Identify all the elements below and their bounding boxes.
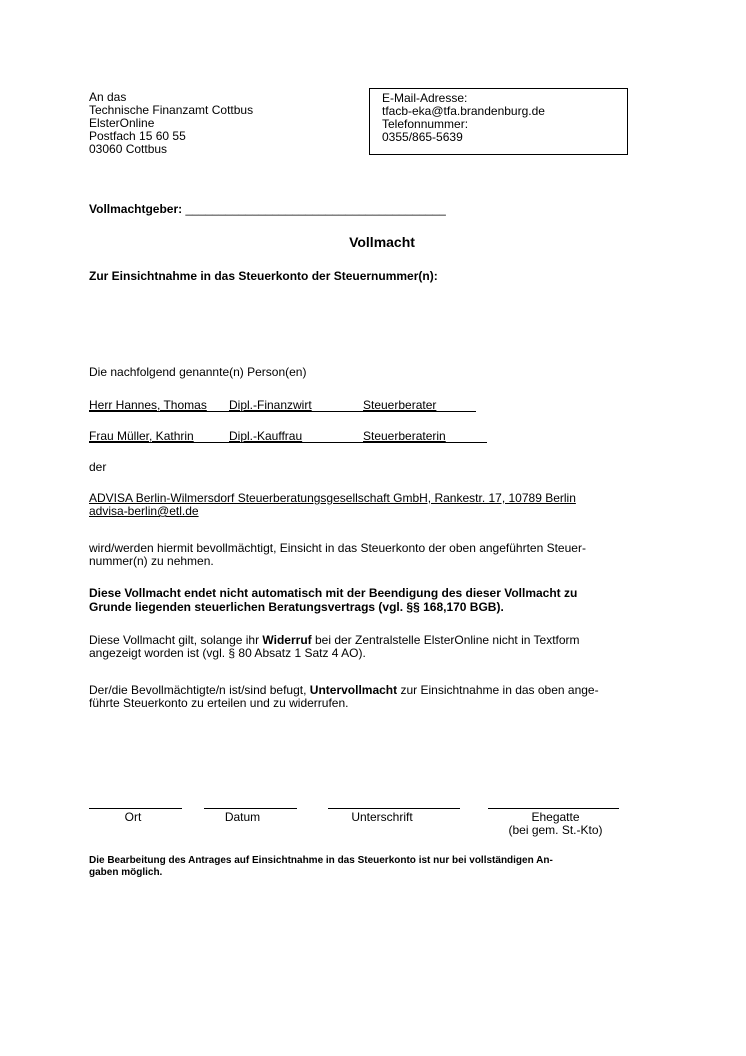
recipient-line: ElsterOnline [89, 116, 155, 130]
der-label: der [89, 460, 107, 474]
footer-note [89, 855, 553, 879]
recipient-line: Technische Finanzamt Cottbus [89, 103, 254, 117]
termination-line: Diese Vollmacht endet nicht automatisch mit der Beendigung des dieser Vollmacht zu [89, 586, 578, 600]
principal-row [89, 203, 446, 216]
recipient-line: 03060 Cottbus [89, 142, 168, 156]
place-label: Ort [124, 810, 142, 824]
person-name: Frau Müller, Kathrin [89, 429, 194, 443]
subauthority-line: führte Steuerkonto zu erteilen und zu widerrufen. [89, 696, 349, 710]
authorization-line: nummer(n) zu nehmen. [89, 554, 214, 568]
spouse-label [488, 811, 623, 837]
date-line [204, 808, 297, 809]
date-label: Datum [224, 810, 261, 824]
principal-blank: _______________________________________ [185, 202, 446, 216]
phone-value: 0355/865-5639 [382, 130, 463, 144]
phone-label: Telefonnummer: [382, 117, 469, 131]
person-name: Herr Hannes, Thomas [89, 398, 207, 412]
spouse-line [488, 808, 619, 809]
validity-text [89, 634, 580, 660]
person-underline [89, 411, 476, 412]
subauthority-prefix: Der/die Bevollmächtigte/n ist/sind befugt, [89, 683, 310, 697]
validity-suffix: bei der Zentralstelle ElsterOnline nicht in Textform [311, 633, 580, 647]
spouse-title: Ehegatte [531, 810, 580, 824]
person-role: Steuerberater [363, 398, 437, 412]
person-qualification: Dipl.-Kauffrau [229, 429, 303, 443]
email-label: E-Mail-Adresse: [382, 91, 468, 105]
tax-account-subtitle: Zur Einsichtnahme in das Steuerkonto der Steuernummer(n): [89, 269, 438, 283]
subauthority-suffix: zur Einsichtnahme in das oben ange- [397, 683, 599, 697]
termination-line: Grunde liegenden steuerlichen Beratungsvertrags (vgl. §§ 168,170 BGB). [89, 600, 504, 614]
spouse-note: (bei gem. St.-Kto) [508, 823, 603, 837]
person-qualification: Dipl.-Finanzwirt [229, 398, 312, 412]
recipient-line: An das [89, 90, 127, 104]
contact-box [369, 88, 628, 155]
person-role: Steuerberaterin [363, 429, 446, 443]
email-value: tfacb-eka@tfa.brandenburg.de [382, 104, 545, 118]
recipient-line: Postfach 15 60 55 [89, 129, 186, 143]
firm-email: advisa-berlin@etl.de [89, 504, 199, 518]
validity-prefix: Diese Vollmacht gilt, solange ihr [89, 633, 263, 647]
authorization-line: wird/werden hiermit bevollmächtigt, Einsicht in das Steuerkonto der oben angeführten Steuer- [89, 541, 586, 555]
persons-intro: Die nachfolgend genannte(n) Person(en) [89, 365, 307, 379]
subauthority-bold: Untervollmacht [309, 683, 398, 697]
authorization-text [89, 542, 586, 568]
validity-line: angezeigt worden ist (vgl. § 80 Absatz 1 Satz 4 AO). [89, 646, 366, 660]
footer-line: gaben möglich. [89, 867, 163, 878]
termination-notice [89, 586, 577, 614]
document-title: Vollmacht [349, 234, 415, 250]
signature-label: Unterschrift [351, 810, 413, 824]
place-line [89, 808, 182, 809]
principal-label: Vollmachtgeber: [89, 202, 183, 216]
validity-bold: Widerruf [262, 633, 312, 647]
person-underline [89, 442, 487, 443]
subauthority-text [89, 684, 599, 710]
firm-address: ADVISA Berlin-Wilmersdorf Steuerberatungsgesellschaft GmbH, Rankestr. 17, 10789 Berlin [89, 491, 576, 505]
footer-line: Die Bearbeitung des Antrages auf Einsichtnahme in das Steuerkonto ist nur bei vollständigen An- [89, 855, 553, 866]
recipient-address [89, 91, 253, 156]
signature-line [328, 808, 460, 809]
